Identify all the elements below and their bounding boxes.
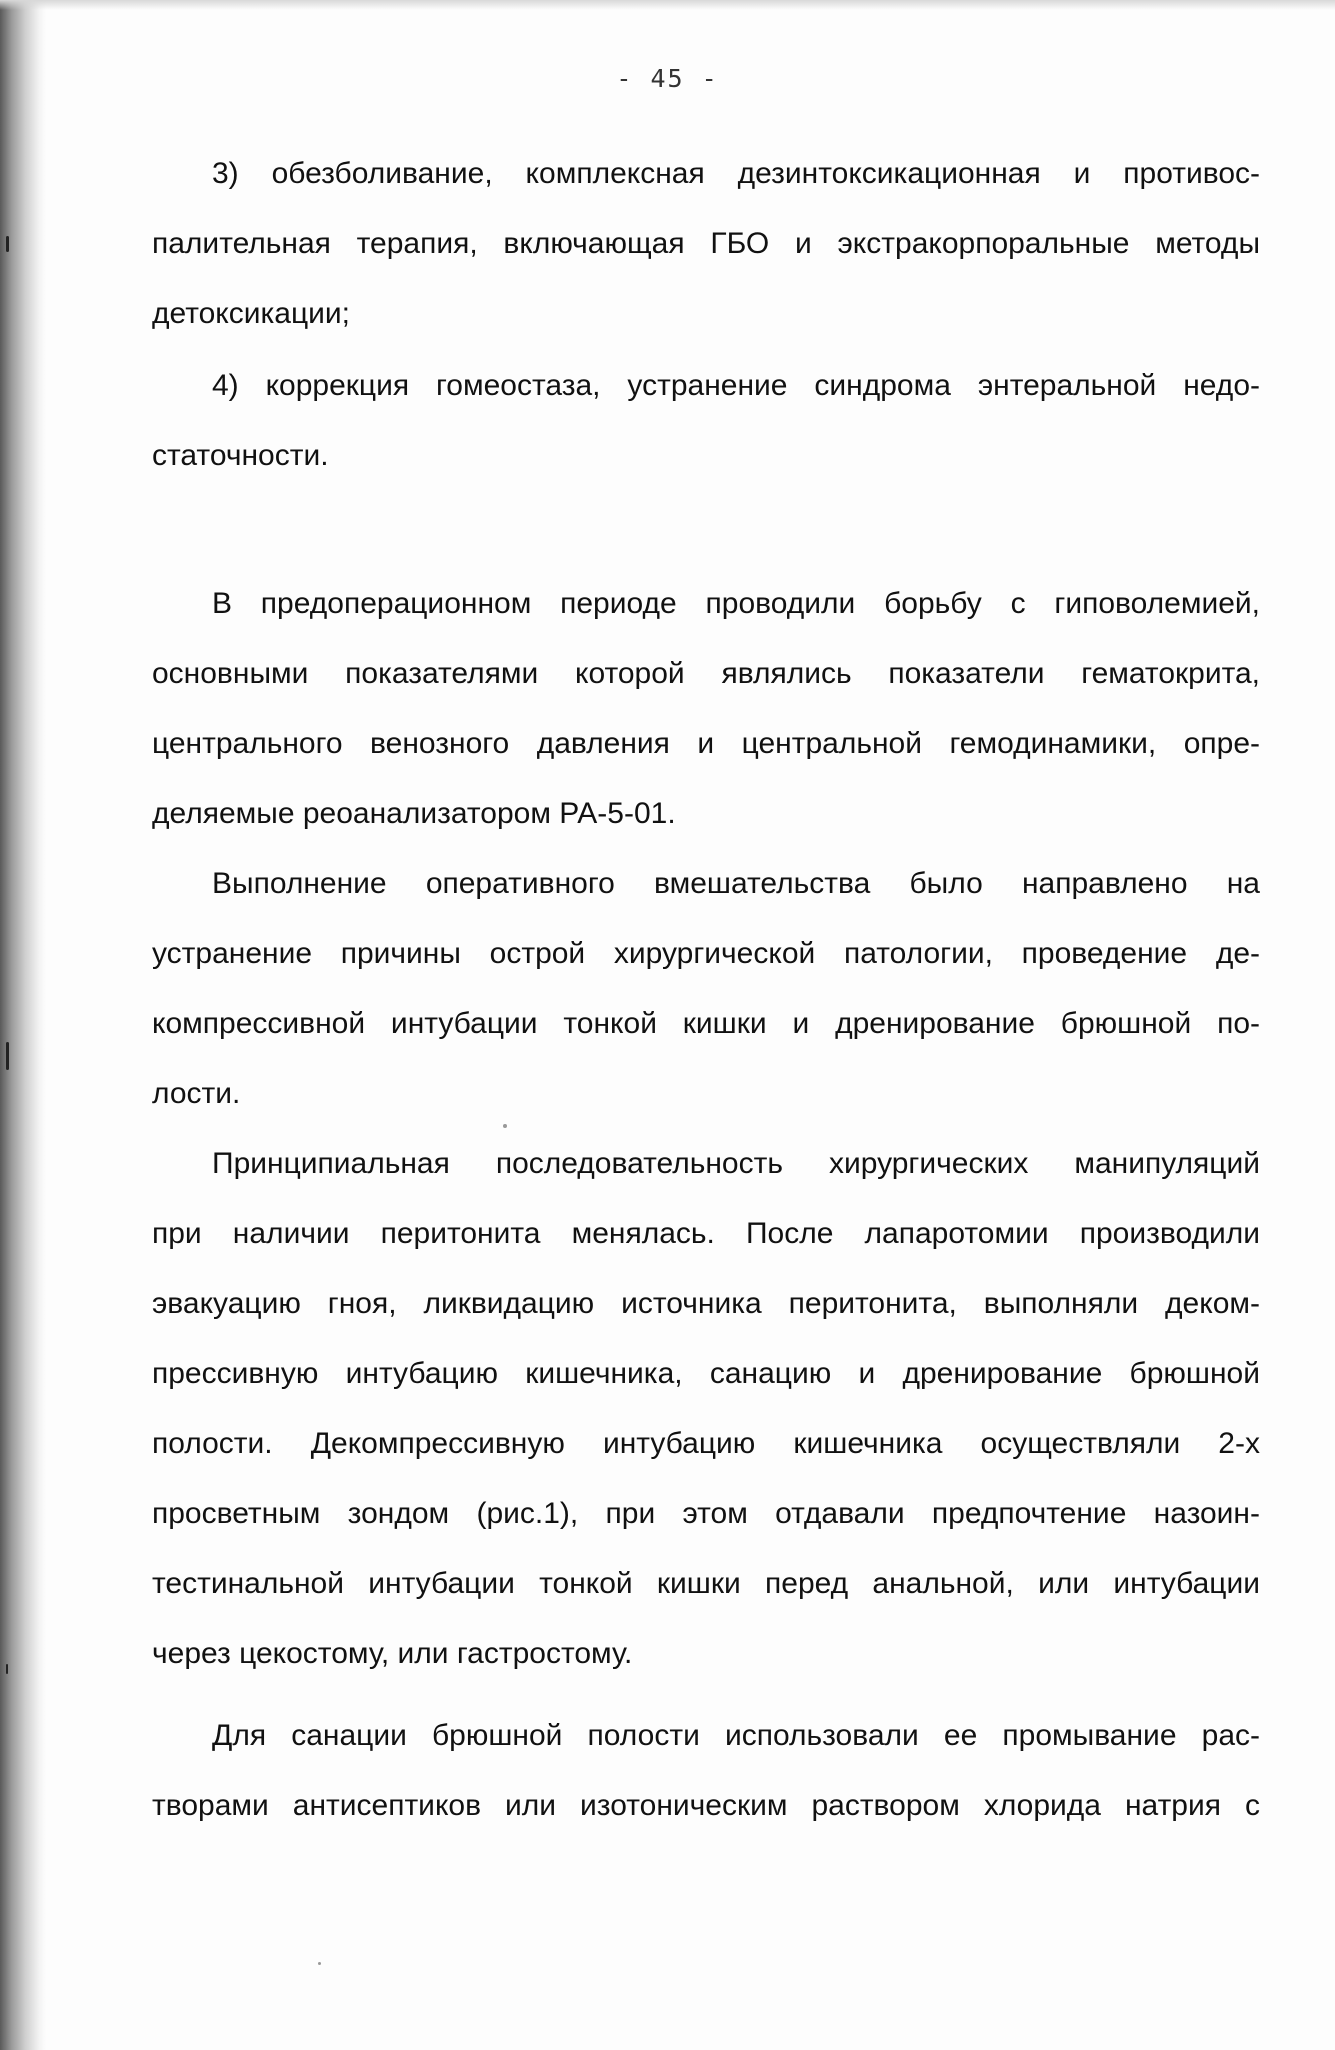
text-line: тестинальной интубации тонкой кишки перед анальной, или интубации bbox=[152, 1567, 1260, 1600]
text-line: 4) коррекция гомеостаза, устранение синдрома энтеральной недо- bbox=[212, 369, 1260, 402]
scan-speck bbox=[503, 1124, 507, 1128]
text-line: творами антисептиков или изотоническим раствором хлорида натрия с bbox=[152, 1789, 1260, 1822]
binding-mark bbox=[6, 1042, 9, 1070]
text-line: центрального венозного давления и центральной гемодинамики, опре- bbox=[152, 727, 1260, 760]
binding-mark bbox=[6, 236, 9, 252]
body-text bbox=[152, 0, 1260, 2050]
text-line: 3) обезболивание, комплексная дезинтоксикационная и противос- bbox=[212, 157, 1260, 190]
text-line: просветным зондом (рис.1), при этом отдавали предпочтение назоин- bbox=[152, 1497, 1260, 1530]
text-line: устранение причины острой хирургической патологии, проведение де- bbox=[152, 937, 1260, 970]
text-line: при наличии перитонита менялась. После лапаротомии производили bbox=[152, 1217, 1260, 1250]
text-line: компрессивной интубации тонкой кишки и дренирование брюшной по- bbox=[152, 1007, 1260, 1040]
text-line: лости. bbox=[152, 1077, 241, 1110]
binding-mark bbox=[6, 1664, 8, 1674]
text-line: основными показателями которой являлись показатели гематокрита, bbox=[152, 657, 1260, 690]
text-line: эвакуацию гноя, ликвидацию источника перитонита, выполняли деком- bbox=[152, 1287, 1260, 1320]
text-line: палительная терапия, включающая ГБО и экстракорпоральные методы bbox=[152, 227, 1260, 260]
text-line: прессивную интубацию кишечника, санацию и дренирование брюшной bbox=[152, 1357, 1260, 1390]
text-line: через цекостому, или гастростому. bbox=[152, 1637, 633, 1670]
text-line: детоксикации; bbox=[152, 297, 351, 330]
text-line: полости. Декомпрессивную интубацию кишечника осуществляли 2-х bbox=[152, 1427, 1260, 1460]
scan-edge-shadow bbox=[0, 0, 46, 2050]
scan-speck bbox=[318, 1962, 321, 1965]
page-number: - 45 - bbox=[616, 64, 719, 93]
text-line: Выполнение оперативного вмешательства было направлено на bbox=[212, 867, 1260, 900]
text-line: Принципиальная последовательность хирургических манипуляций bbox=[212, 1147, 1260, 1180]
text-line: Для санации брюшной полости использовали ее промывание рас- bbox=[212, 1719, 1260, 1752]
text-line: деляемые реоанализатором РА-5-01. bbox=[152, 797, 676, 830]
text-line: В предоперационном периоде проводили борьбу с гиповолемией, bbox=[212, 587, 1260, 620]
text-line: статочности. bbox=[152, 439, 329, 472]
